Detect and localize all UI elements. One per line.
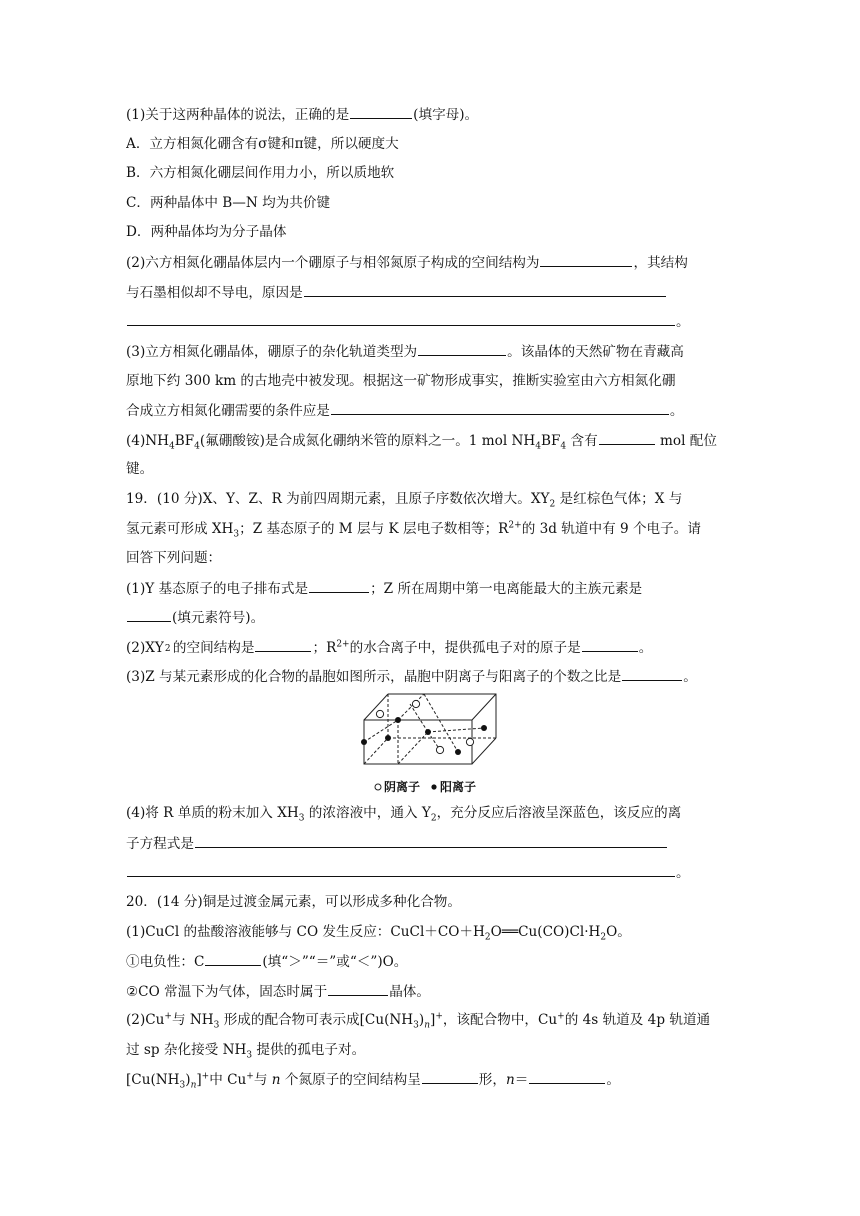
q18-part3-line2: 原地下约 300 km 的古地壳中被发现。根据这一矿物形成事实，推断实验室由六方相氮化硼 (126, 373, 676, 389)
unit-cell-diagram (358, 690, 502, 800)
anion-legend-icon (375, 784, 381, 790)
answer-blank[interactable] (127, 862, 675, 877)
q18-option-c: C．两种晶体中 B—N 均为共价键 (126, 195, 331, 211)
answer-blank[interactable] (529, 1069, 605, 1084)
answer-blank[interactable] (127, 607, 171, 622)
q18-part2-line2: 与石墨相似却不导电，原因是 (126, 282, 738, 303)
legend-anion-label: 阴离子 (384, 780, 421, 794)
q20-part2-line3: $[Cu(NH_3)_n]^+$中 Cu+与 n 个氮原子的空间结构呈 形，n＝ 。 (126, 1069, 738, 1090)
q18-option-b: B．六方相氮化硼层间作用力小，所以质地软 (126, 165, 395, 181)
answer-blank[interactable] (328, 981, 388, 996)
q19-part3: (3)Z 与某元素形成的化合物的晶胞如图所示，晶胞中阴离子与阳离子的个数之比是 。 (126, 666, 738, 687)
cation-dot (385, 735, 391, 741)
cell-back-edges (388, 694, 496, 738)
legend-cation-label: 阳离子 (440, 780, 477, 794)
q18-part3-line3: 合成立方相氮化硼需要的条件应是 。 (126, 400, 738, 421)
answer-blank[interactable] (582, 637, 638, 652)
cell-edge (472, 738, 496, 764)
q18-part1: (1)关于这两种晶体的说法，正确的是 (填字母)。 (126, 104, 738, 125)
q19-intro-line2: 氢元素可形成 $XH_3$；Z 基态原子的 M 层与 K 层电子数相等；$R^{2+}$的 3d 轨道中有 9 个电子。请 (126, 520, 701, 539)
q20-intro: 20．(14 分)铜是过渡金属元素，可以形成多种化合物。 (126, 894, 461, 910)
crystal-cell-figure (358, 690, 502, 800)
q18-option-d: D．两种晶体均为分子晶体 (126, 224, 287, 240)
answer-blank[interactable] (331, 400, 669, 415)
answer-blank[interactable] (350, 104, 412, 119)
cell-front-face (364, 720, 472, 764)
cation-dot (361, 739, 367, 745)
q19-part4-line1: (4)将 R 单质的粉末加入 $XH_3$ 的浓溶液中，通入 $Y_2$，充分反应后溶液呈深蓝色，该反应的离 (126, 805, 682, 823)
q20-part1: (1)CuCl 的盐酸溶液能够与 CO 发生反应：$CuCl+CO+H_2O══Cu(CO)Cl\cdot H_2O$。 (126, 924, 631, 942)
cation-dot (395, 717, 401, 723)
q20-part2-line1: (2)Cu+与 $NH_3$ 形成的配合物可表示成$[Cu(NH_3)_n]^+$，该配合物中，Cu+的 4s 轨道及 4p 轨道通 (126, 1011, 711, 1030)
cation-dot (425, 729, 431, 735)
q20-sub1: ①电负性：C (填“＞”“＝”或“＜”)O。 (126, 951, 738, 972)
q18-part2-line3: 。 (126, 311, 738, 332)
q18-part4-line2: 键。 (126, 461, 154, 477)
anion-circle (466, 738, 473, 745)
cation-dot (455, 749, 461, 755)
answer-blank[interactable] (304, 282, 666, 297)
q19-part4-line3: 。 (126, 862, 738, 883)
answer-blank[interactable] (422, 1069, 478, 1084)
answer-blank[interactable] (540, 252, 632, 267)
answer-blank[interactable] (309, 578, 369, 593)
hidden-edges (364, 694, 496, 764)
anion-circle (436, 746, 443, 753)
answer-blank[interactable] (255, 637, 311, 652)
q19-part4-line2: 子方程式是 (126, 833, 738, 854)
q20-sub2: ②CO 常温下为气体，固态时属于 晶体。 (126, 981, 738, 1002)
cation-dot (481, 725, 487, 731)
q19-part2: (2)XY － 2 的空间结构是 ；$R^{2+}$的水合离子中，提供孤电子对的原子是 。 (126, 637, 653, 656)
anion-circle (412, 700, 419, 707)
q18-part2-line1: (2)六方相氮化硼晶体层内一个硼原子与相邻氮原子构成的空间结构为 ，其结构 (126, 252, 738, 273)
answer-blank[interactable] (599, 430, 655, 445)
anion-circle (376, 710, 383, 717)
q18-part3-line1: (3)立方相氮化硼晶体，硼原子的杂化轨道类型为 。该晶体的天然矿物在青藏高 (126, 341, 738, 362)
cation-legend-icon (431, 784, 436, 789)
answer-blank[interactable] (195, 833, 667, 848)
answer-blank[interactable] (622, 666, 682, 681)
q19-intro-line1: 19．(10 分)X、Y、Z、R 为前四周期元素，且原子序数依次增大。$XY_2$ 是红棕色气体；X 与 (126, 491, 683, 509)
q19-intro-line3: 回答下列问题： (126, 550, 222, 566)
q19-part1-line1: (1)Y 基态原子的电子排布式是 ；Z 所在周期中第一电离能最大的主族元素是 (126, 578, 738, 599)
answer-blank[interactable] (127, 311, 675, 326)
answer-blank[interactable] (418, 341, 506, 356)
q20-part2-line2: 过 sp 杂化接受 $NH_3$ 提供的孤电子对。 (126, 1042, 366, 1060)
q18-option-a: A．立方相氮化硼含有σ键和π键，所以硬度大 (126, 136, 399, 152)
q19-part1-line2: (填元素符号)。 (126, 607, 738, 628)
answer-blank[interactable] (205, 951, 261, 966)
q18-part4-line1: $(4)NH_4BF_4$(氟硼酸铵)是合成氮化硼纳米管的原料之一。1 mol $NH_4BF_4$ 含有 mol 配位 (126, 430, 738, 451)
cell-edge (364, 694, 388, 720)
cell-edge (472, 694, 496, 720)
